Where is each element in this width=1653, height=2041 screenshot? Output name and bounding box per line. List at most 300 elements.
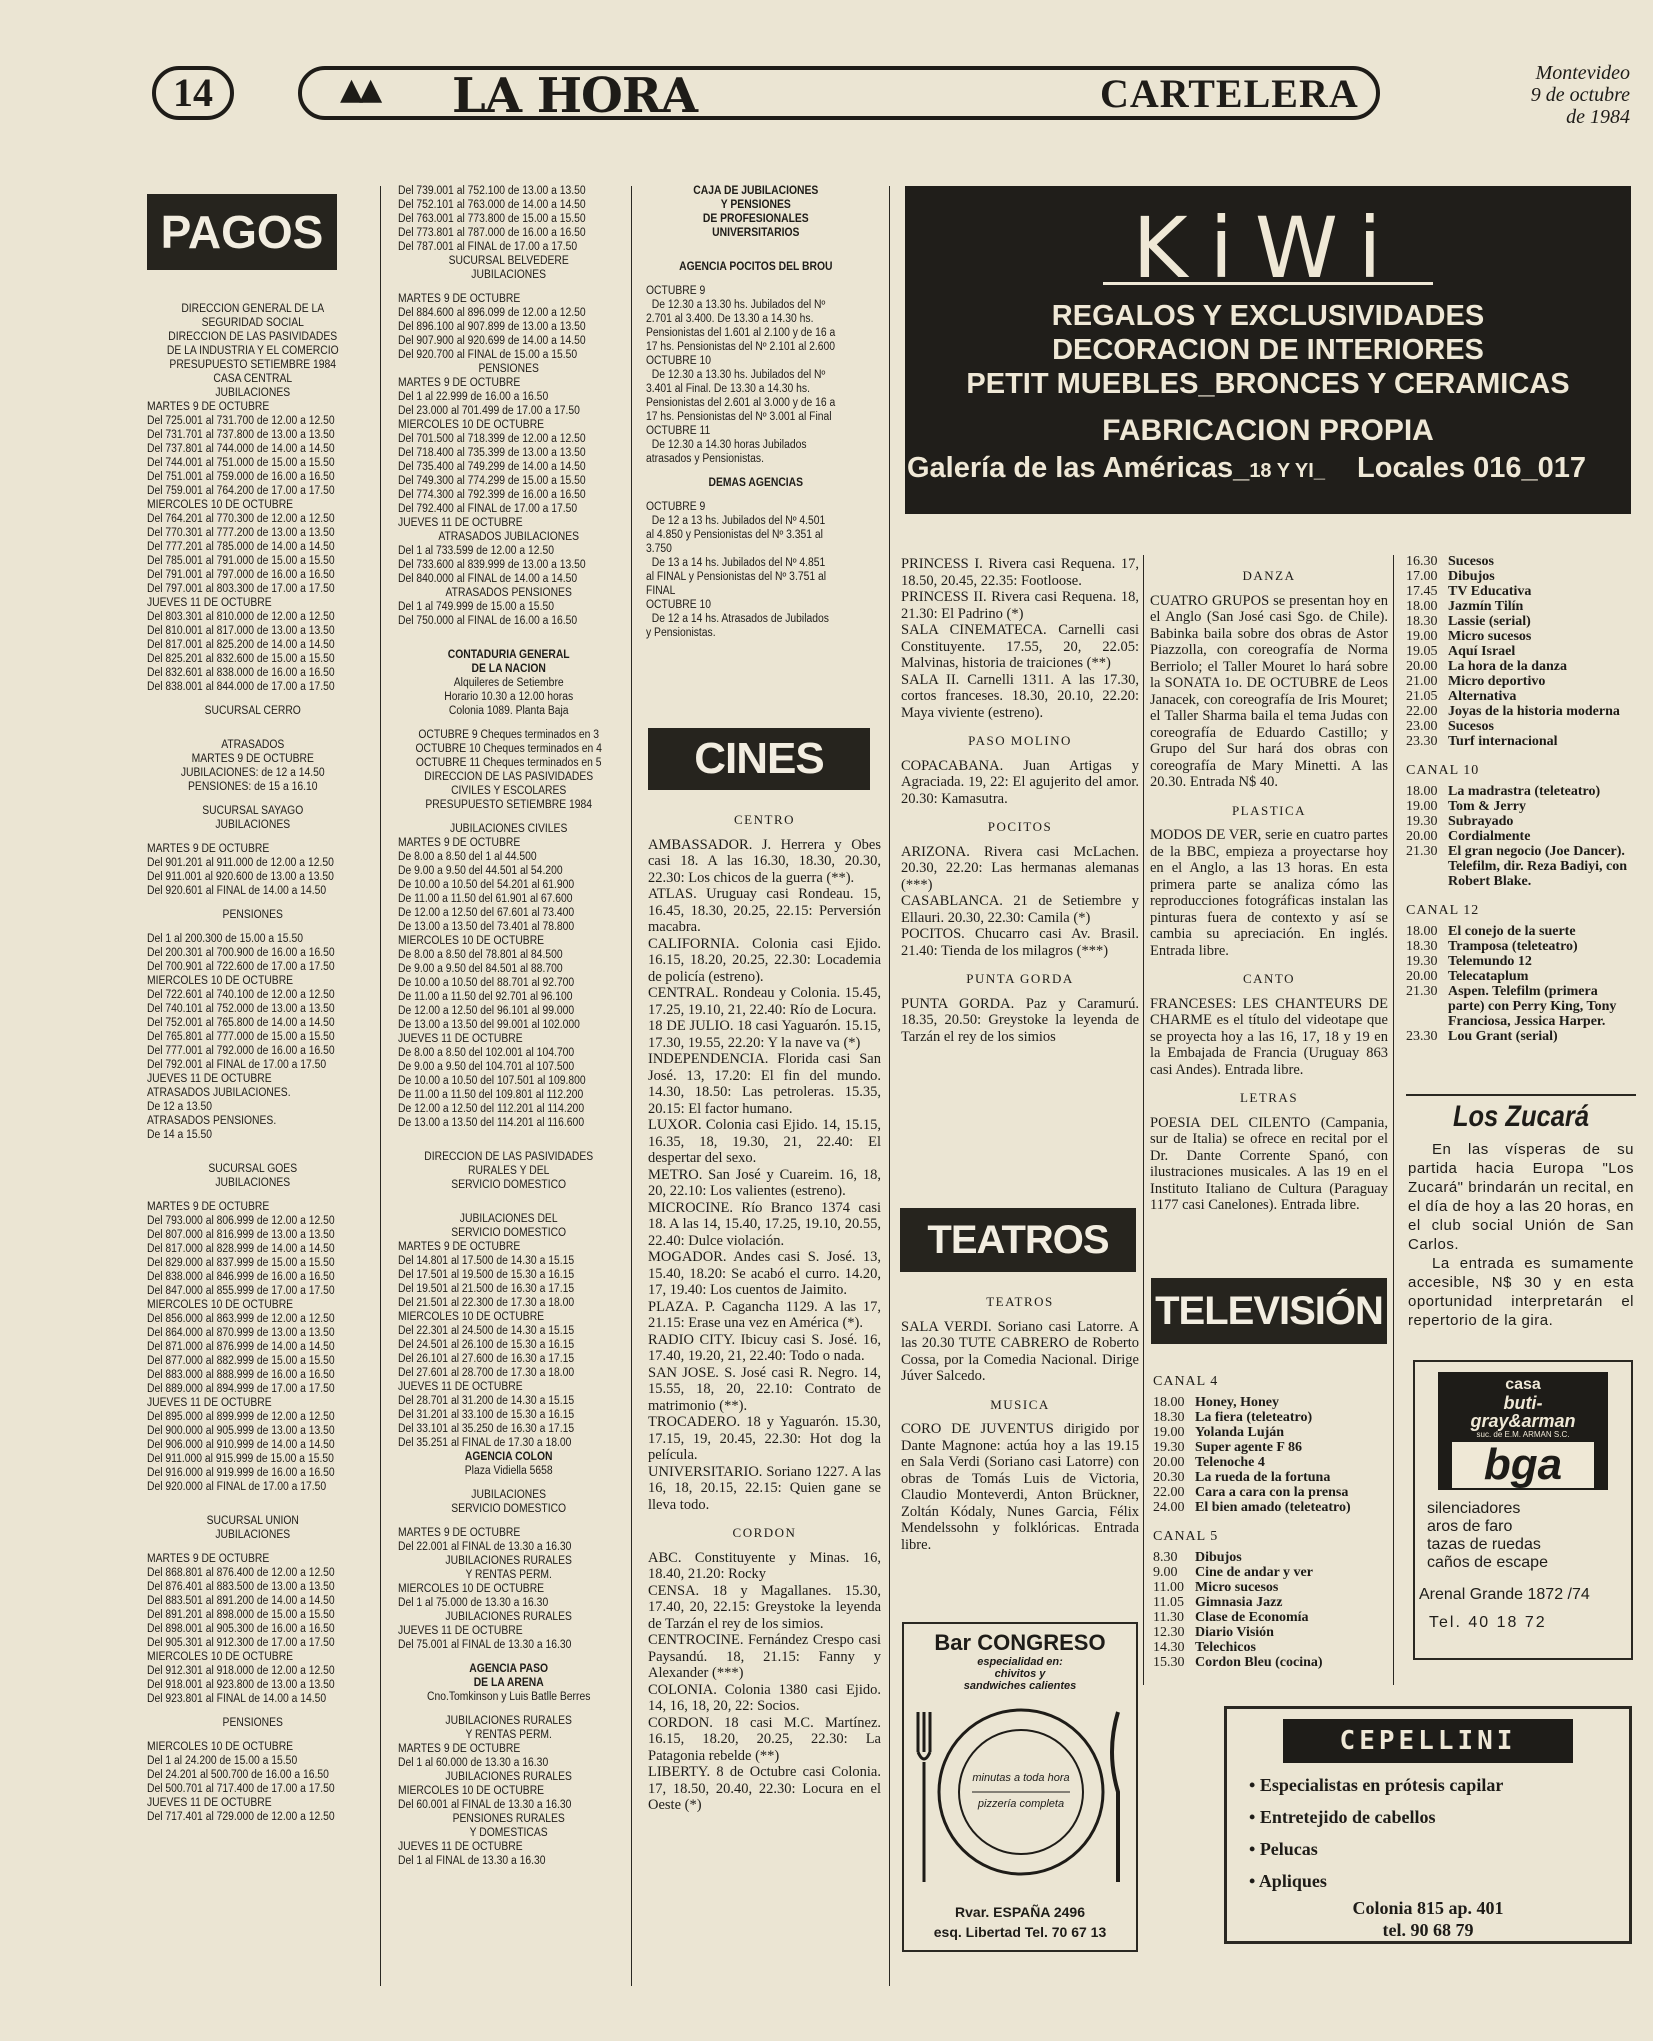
payment-line: De 12 a 14 hs. Atrasados de Jubilados (646, 613, 829, 625)
payment-line: MIERCOLES 10 DE OCTUBRE (147, 1741, 294, 1753)
program-time: 21.30 (1406, 984, 1438, 999)
payment-line: Del 75.001 al FINAL de 13.30 a 16.30 (398, 1639, 572, 1651)
payment-line: De 13.00 a 13.50 del 99.001 al 102.000 (398, 1019, 580, 1031)
spacer (147, 794, 359, 804)
payment-line: JUBILACIONES CIVILES (450, 823, 568, 835)
program-row (1153, 1440, 1389, 1455)
channel-heading: CANAL 10 (1406, 763, 1480, 778)
program-title: Micro sucesos (1195, 1580, 1279, 1595)
payment-line: AGENCIA COLON (464, 1451, 553, 1463)
payment-line: Del 868.801 al 876.400 de 12.00 a 12.50 (147, 1567, 335, 1579)
spacer (398, 1140, 619, 1150)
payment-line: MARTES 9 DE OCTUBRE (147, 843, 270, 855)
payment-line: SERVICIO DOMESTICO (451, 1503, 567, 1515)
payment-line: Del 24.501 al 26.100 de 15.30 a 16.15 (398, 1339, 575, 1351)
spacer (147, 1190, 359, 1200)
payment-line: Del 26.101 al 27.600 de 16.30 a 17.15 (398, 1353, 575, 1365)
payment-line: De 11.00 a 11.50 del 109.801 al 112.200 (398, 1089, 584, 1101)
payment-line: Del 920.700 al FINAL de 15.00 a 15.50 (398, 349, 578, 361)
spacer (147, 898, 359, 908)
payment-line: SUCURSAL CERRO (204, 705, 301, 717)
cepellini-services: • Especialistas en prótesis capilar • Entretejido de cabellos • Pelucas • Apliques (1249, 1775, 1504, 1891)
newspaper-logo: LA HORA (452, 68, 697, 124)
payment-line: Del 1 al 24.200 de 15.00 a 15.50 (147, 1755, 298, 1767)
program-row (1406, 689, 1636, 704)
payment-line: Del 889.000 al 894.999 de 17.00 a 17.50 (147, 1383, 335, 1395)
payment-line: JUBILACIONES DEL (459, 1213, 558, 1225)
payment-line: Del 735.400 al 749.299 de 14.00 a 14.50 (398, 461, 586, 473)
listing-entry: ATLAS. Uruguay casi Rondeau. 15, 16.45, 18.30, 20.25, 22.15: Perversión macabra. (648, 886, 881, 935)
payment-line: 17 hs. Pensionistas del Nº 2.101 al 2.600 (646, 341, 836, 353)
payment-line: Del 838.001 al 844.000 de 17.00 a 17.50 (147, 681, 335, 693)
spacer (646, 466, 866, 476)
payment-line: Del 23.000 al 701.499 de 17.00 a 17.50 (398, 405, 580, 417)
payment-line: Del 17.501 al 19.500 de 15.30 a 16.15 (398, 1269, 575, 1281)
listing-entry: MODOS DE VER, serie en cuatro partes de la BBC, empieza a proyectarse hoy en el Anglo, a las 13 horas. En esta primera parte se analiza cómo las reproducciones fotográficas instalan las pinturas fuera de contexto y así se cambia su apreciación. En inglés. Entrada libre. (1150, 827, 1388, 959)
column-rule (889, 186, 890, 1986)
spacer (147, 1504, 359, 1514)
payment-line: Del 28.701 al 31.200 de 14.30 a 15.15 (398, 1395, 575, 1407)
program-title: Jazmín Tilín (1448, 599, 1524, 614)
payment-line: SUCURSAL GOES (208, 1163, 298, 1175)
payment-line: MIERCOLES 10 DE OCTUBRE (398, 1785, 545, 1797)
program-time: 17.00 (1406, 569, 1438, 584)
payment-line: CASA CENTRAL (213, 373, 293, 385)
payment-line: Del 752.001 al 765.800 de 14.00 a 14.50 (147, 1017, 335, 1029)
program-row (1406, 969, 1636, 984)
payment-line: De 13.00 a 13.50 del 114.201 al 116.600 (398, 1117, 585, 1129)
payment-line: DE PROFESIONALES (702, 213, 809, 225)
program-row (1406, 704, 1636, 719)
column-rule (1393, 555, 1394, 1685)
payment-line: JUBILACIONES RURALES (445, 1771, 572, 1783)
listing-entry: MICROCINE. Río Branco 1374 casi 18. A las 14, 15.40, 17.25, 19.10, 20.55, 22.40: Dulce violación. (648, 1199, 881, 1249)
payment-line: Del 777.201 al 785.000 de 14.00 a 14.50 (147, 541, 335, 553)
program-time: 11.05 (1153, 1595, 1184, 1610)
payment-line: Del 920.000 al FINAL de 17.00 a 17.50 (147, 1481, 327, 1493)
payment-line: al 4.850 y Pensionistas del Nº 3.351 al (646, 529, 823, 541)
program-title: Alternativa (1448, 689, 1517, 704)
payment-line: OCTUBRE 9 Cheques terminados en 3 (418, 729, 600, 741)
program-time: 19.00 (1406, 629, 1438, 644)
spacer (147, 718, 359, 728)
program-time: 22.00 (1406, 704, 1438, 719)
program-row (1153, 1500, 1389, 1515)
payment-line: Del 856.000 al 863.999 de 12.00 a 12.50 (147, 1313, 335, 1325)
payment-line: Del 19.501 al 21.500 de 16.30 a 17.15 (398, 1283, 575, 1295)
payment-line: JUBILACIONES RURALES (445, 1715, 572, 1727)
payment-line: Del 871.000 al 876.999 de 14.00 a 14.50 (147, 1341, 335, 1353)
spacer (398, 638, 619, 648)
payment-line: Del 700.901 al 722.600 de 17.00 a 17.50 (147, 961, 335, 973)
payment-line: Del 810.001 al 817.000 de 13.00 a 13.50 (147, 625, 335, 637)
payment-line: Del 916.000 al 919.999 de 16.00 a 16.50 (147, 1467, 335, 1479)
subsection-heading: LETRAS (1239, 1090, 1299, 1105)
payment-line: atrasados y Pensionistas. (646, 453, 764, 465)
payment-line: Del 1 al 200.300 de 15.00 a 15.50 (147, 933, 303, 945)
listing-entry: SALA CINEMATECA. Carnelli casi Constituyente. 17.55, 20, 22.05: Malvinas, historia de traiciones (**) (901, 622, 1139, 671)
pagos-column-1 (147, 302, 359, 1982)
payment-line: JUBILACIONES (215, 819, 291, 831)
payment-line: De 12.00 a 12.50 del 67.601 al 73.400 (398, 907, 575, 919)
payment-line: al FINAL y Pensionistas del Nº 3.751 al (646, 571, 827, 583)
listing-entry: UNIVERSITARIO. Soriano 1227. A las 16, 18, 20.15, 22.15: Quien gane se lleva todo. (648, 1463, 881, 1513)
payment-line: Del 911.000 al 915.999 de 15.00 a 15.50 (147, 1453, 334, 1465)
payment-line: Del 825.201 al 832.600 de 15.00 a 15.50 (147, 653, 335, 665)
program-time: 14.30 (1153, 1640, 1185, 1655)
program-time: 19.30 (1153, 1440, 1185, 1455)
payment-line: De 8.00 a 8.50 del 102.001 al 104.700 (398, 1047, 575, 1059)
payment-line: De 11.00 a 11.50 del 61.901 al 67.600 (398, 893, 573, 905)
column-rule (631, 186, 632, 1986)
listing-entry: COPACABANA. Juan Artigas y Agraciada. 19, 22: El agujerito del amor. 20.30: Kamasutra. (901, 757, 1139, 807)
payment-line: De 10.00 a 10.50 del 107.501 al 109.800 (398, 1075, 586, 1087)
program-time: 20.00 (1153, 1455, 1185, 1470)
payment-line: Plaza Vidiella 5658 (464, 1465, 553, 1477)
payment-line: Del 733.600 al 839.999 de 13.00 a 13.50 (398, 559, 586, 571)
payment-line: Del 35.251 al FINAL de 17.30 a 18.00 (398, 1437, 572, 1449)
payment-line: Del 792.400 al FINAL de 17.00 a 17.50 (398, 503, 578, 515)
program-title: La madrastra (teleteatro) (1448, 784, 1601, 799)
payment-line: 2.701 al 3.400. De 13.30 a 14.30 hs. (646, 313, 814, 325)
subsection-heading: POCITOS (987, 819, 1053, 834)
television-listings (1153, 1360, 1389, 1690)
payment-line: Del 895.000 al 899.999 de 12.00 a 12.50 (147, 1411, 335, 1423)
spacer (398, 812, 619, 822)
payment-line: Alquileres de Setiembre (453, 677, 564, 689)
program-time: 11.30 (1153, 1610, 1184, 1625)
listing-entry: LIBERTY. 8 de Octubre casi Colonia. 17, 18.50, 20.40, 22.30: Locura en el Oeste (*) (648, 1764, 881, 1813)
payment-line: Del 740.101 al 752.000 de 13.00 a 13.50 (147, 1003, 335, 1015)
program-title: Cara a cara con la prensa (1195, 1485, 1349, 1500)
payment-line: Del 759.001 al 764.200 de 17.00 a 17.50 (147, 485, 335, 497)
program-time: 12.30 (1153, 1625, 1185, 1640)
payment-line: DE LA NACION (471, 663, 546, 675)
payment-line: OCTUBRE 11 (646, 425, 711, 437)
pagos-column-2 (398, 184, 619, 1979)
payment-line: MARTES 9 DE OCTUBRE (147, 1201, 270, 1213)
program-time: 9.00 (1153, 1565, 1178, 1580)
program-title: Cordialmente (1448, 829, 1531, 844)
teatros-listings (901, 1282, 1139, 1612)
payment-line: Del 791.001 al 797.000 de 16.00 a 16.50 (147, 569, 335, 581)
program-time: 18.30 (1406, 939, 1438, 954)
payment-line: De 10.00 a 10.50 del 54.201 al 61.900 (398, 879, 575, 891)
program-title: Aspen. Telefilm (primera parte) con Perry King, Tony Franciosa, Jessica Harper. (1448, 984, 1617, 1029)
program-time: 21.05 (1406, 689, 1438, 704)
listing-entry: CORDON. 18 casi M.C. Martínez. 16.15, 18.20, 20.25, 22.30: La Patagonia rebelde (**) (648, 1714, 881, 1764)
program-title: Cordon Bleu (cocina) (1195, 1655, 1323, 1670)
payment-line: Del 877.000 al 882.999 de 15.00 a 15.50 (147, 1355, 335, 1367)
listing-entry: SALA VERDI. Soriano casi Latorre. A las 20.30 TUTE CABRERO de Roberto Cossa, por la Comedia Nacional. Dirige Júver Salcedo. (901, 1318, 1139, 1384)
payment-line: Del 829.000 al 837.999 de 15.00 a 15.50 (147, 1257, 335, 1269)
payment-line: OCTUBRE 10 (646, 355, 711, 367)
payment-line: Del 896.100 al 907.899 de 13.00 a 13.50 (398, 321, 586, 333)
program-time: 18.00 (1406, 784, 1438, 799)
payment-line: MIERCOLES 10 DE OCTUBRE (398, 1311, 545, 1323)
program-time: 19.30 (1406, 814, 1438, 829)
payment-line: OCTUBRE 10 Cheques terminados en 4 (415, 743, 602, 755)
program-time: 19.30 (1406, 954, 1438, 969)
kiwi-advertisement: KiWi REGALOS Y EXCLUSIVIDADES DECORACION DE INTERIORES PETIT MUEBLES_BRONCES Y CERAMICAS FABRICACION PROPIA Galería de las Américas_18 Y YI_ Locales 016_017 (905, 186, 1631, 514)
program-time: 19.00 (1406, 799, 1438, 814)
payment-line: Del 901.201 al 911.000 de 12.00 a 12.50 (147, 857, 334, 869)
program-title: Micro deportivo (1448, 674, 1546, 689)
payment-line: De 9.00 a 9.50 del 44.501 al 54.200 (398, 865, 563, 877)
payment-line: Del 27.601 al 28.700 de 17.30 a 18.00 (398, 1367, 575, 1379)
payment-line: Del 751.001 al 759.000 de 16.00 a 16.50 (147, 471, 335, 483)
payment-line: 3.401 al Final. De 13.30 a 14.30 hs. (646, 383, 810, 395)
payment-line: De 9.00 a 9.50 del 104.701 al 107.500 (398, 1061, 575, 1073)
payment-line: Del 905.301 al 912.300 de 17.00 a 17.50 (147, 1637, 335, 1649)
listing-entry: TROCADERO. 18 y Yaguarón. 15.30, 17.15, 19, 20.45, 22.30: Hot dog la película. (648, 1414, 881, 1463)
payment-line: Del 1 al 75.000 de 13.30 a 16.30 (398, 1597, 549, 1609)
program-title: TV Educativa (1448, 584, 1532, 599)
spacer (398, 1652, 619, 1662)
payment-line: Del 883.501 al 891.200 de 14.00 a 14.50 (147, 1595, 335, 1607)
payment-line: Pensionistas del 2.601 al 3.000 y de 16 a (646, 397, 836, 409)
payment-line: DIRECCION DE LAS PASIVIDADES (168, 331, 338, 343)
payment-line: Del 731.701 al 737.800 de 13.00 a 13.50 (147, 429, 335, 441)
payment-line: PENSIONES: de 15 a 16.10 (188, 781, 318, 793)
subsection-heading: CENTRO (734, 812, 795, 827)
spacer (646, 274, 866, 284)
payment-line: Del 14.801 al 17.500 de 14.30 a 15.15 (398, 1255, 575, 1267)
payment-line: Del 718.400 al 735.399 de 13.00 a 13.50 (398, 447, 586, 459)
payment-line: RURALES Y DEL (468, 1165, 550, 1177)
payment-line: Del 817.001 al 825.200 de 14.00 a 14.50 (147, 639, 335, 651)
payment-line: JUEVES 11 DE OCTUBRE (147, 1397, 272, 1409)
television-heading: TELEVISIÓN (1151, 1278, 1387, 1344)
program-row (1153, 1425, 1389, 1440)
zucara-article: En las vísperas de su partida hacia Europa "Los Zucará" brindarán un recital, en el día de hoy a las 20 horas, en el club social Unión de San Carlos. La entrada es sumamente accesible, N$ 30 y en esta oportunidad interpretarán el repertorio de la gira. (1408, 1141, 1634, 1329)
listing-entry: LUXOR. Colonia casi Ejido. 14, 15.15, 16.35, 18, 19.30, 21, 22.40: El despertar del sexo. (648, 1117, 881, 1166)
program-row (1406, 924, 1636, 939)
payment-line: JUEVES 11 DE OCTUBRE (398, 1381, 523, 1393)
payment-line: Del 817.000 al 828.999 de 14.00 a 14.50 (147, 1243, 335, 1255)
payment-line: PENSIONES (478, 363, 539, 375)
program-row (1406, 644, 1636, 659)
listing-entry: COLONIA. Colonia 1380 casi Ejido. 14, 16, 18, 20, 22: Socios. (648, 1681, 881, 1714)
program-row (1153, 1410, 1389, 1425)
payment-line: Del 774.300 al 792.399 de 16.00 a 16.50 (398, 489, 586, 501)
payment-line: Del 722.601 al 740.100 de 12.00 a 12.50 (147, 989, 335, 1001)
payment-line: Del 770.301 al 777.200 de 13.00 a 13.50 (147, 527, 335, 539)
subsection-heading: PASO MOLINO (968, 733, 1072, 748)
program-row (1406, 984, 1636, 1029)
payment-line: Del 876.401 al 883.500 de 13.00 a 13.50 (147, 1581, 335, 1593)
payment-line: Y DOMESTICAS (469, 1827, 548, 1839)
plate-illustration: minutas a toda hora pizzería completa (910, 1692, 1130, 1892)
arts-listings (1150, 556, 1388, 1246)
program-title: El bien amado (teleteatro) (1195, 1500, 1351, 1515)
zucara-title: Los Zucará (1452, 1100, 1590, 1133)
payment-line: JUBILACIONES (471, 269, 547, 281)
payment-line: CONTADURIA GENERAL (447, 649, 570, 661)
spacer (398, 1478, 619, 1488)
payment-line: OCTUBRE 10 (646, 599, 711, 611)
payment-line: PENSIONES (222, 1717, 283, 1729)
program-time: 8.30 (1153, 1550, 1178, 1565)
payment-line: Del 807.000 al 816.999 de 13.00 a 13.50 (147, 1229, 335, 1241)
spacer (398, 1192, 619, 1202)
payment-line: PRESUPUESTO SETIEMBRE 1984 (425, 799, 593, 811)
pagos-column-3 (646, 184, 866, 704)
payment-line: Del 884.600 al 896.099 de 12.00 a 12.50 (398, 307, 586, 319)
payment-line: ATRASADOS JUBILACIONES (438, 531, 580, 543)
payment-line: PENSIONES RURALES (452, 1813, 565, 1825)
program-time: 18.00 (1406, 924, 1438, 939)
payment-line: Pensionistas del 1.601 al 2.100 y de 16 a (646, 327, 836, 339)
payment-line: Del 773.801 al 787.000 de 16.00 a 16.50 (398, 227, 586, 239)
program-title: Diario Visión (1195, 1625, 1274, 1640)
payment-line: Del 739.001 al 752.100 de 13.00 a 13.50 (398, 185, 586, 197)
payment-line: 17 hs. Pensionistas del Nº 3.001 al Final (646, 411, 832, 423)
spacer (147, 922, 359, 932)
bga-services: silenciadores aros de faro tazas de ruedas caños de escape (1427, 1500, 1548, 1571)
program-title: Turf internacional (1448, 734, 1558, 749)
payment-line: Del 864.000 al 870.999 de 13.00 a 13.50 (147, 1327, 335, 1339)
program-title: Subrayado (1448, 814, 1514, 829)
program-title: Sucesos (1448, 719, 1494, 734)
program-time: 20.00 (1406, 829, 1438, 844)
payment-line: Del 22.301 al 24.500 de 14.30 a 15.15 (398, 1325, 575, 1337)
program-title: Clase de Economía (1195, 1610, 1309, 1625)
payment-line: Del 24.201 al 500.700 de 16.00 a 16.50 (147, 1769, 329, 1781)
listing-entry: PLAZA. P. Cagancha 1129. A las 17, 21.15: Erase una vez en América (*). (648, 1298, 881, 1331)
spacer (398, 628, 619, 638)
program-row (1153, 1565, 1389, 1580)
payment-line: SERVICIO DOMESTICO (451, 1179, 567, 1191)
program-title: Lassie (serial) (1448, 614, 1531, 629)
program-row (1406, 629, 1636, 644)
divider (1406, 1094, 1636, 1096)
payment-line: De 12 a 13.50 (147, 1101, 213, 1113)
listing-entry: 18 DE JULIO. 18 casi Yaguarón. 15.15, 17.30, 19.55, 22.20: Y la nave va (*) (648, 1018, 881, 1051)
program-time: 20.00 (1406, 659, 1438, 674)
program-row (1406, 569, 1636, 584)
program-title: Sucesos (1448, 554, 1494, 569)
payment-line: DIRECCION GENERAL DE LA (181, 303, 325, 315)
program-title: Lou Grant (serial) (1448, 1029, 1558, 1044)
payment-line: Del 60.001 al FINAL de 13.30 a 16.30 (398, 1799, 572, 1811)
payment-line: Del 891.201 al 898.000 de 15.00 a 15.50 (147, 1609, 335, 1621)
payment-line: DE LA ARENA (473, 1677, 544, 1689)
spacer (398, 1202, 619, 1212)
program-row (1406, 829, 1636, 844)
payment-line: MARTES 9 DE OCTUBRE (147, 1553, 270, 1565)
listing-entry: CASABLANCA. 21 de Setiembre y Ellauri. 20.30, 22.30: Camila (*) (901, 893, 1139, 926)
listing-entry: CALIFORNIA. Colonia casi Ejido. 16.15, 18.20, 20.25, 22.30: Locademia de policía (estreno). (648, 935, 881, 985)
payment-line: De 12.30 a 14.30 horas Jubilados (646, 439, 807, 451)
payment-line: Del 717.401 al 729.000 de 12.00 a 12.50 (147, 1811, 335, 1823)
payment-line: AGENCIA PASO (469, 1663, 549, 1675)
payment-line: De 8.00 a 8.50 del 1 al 44.500 (398, 851, 537, 863)
payment-line: Del 797.001 al 803.300 de 17.00 a 17.50 (147, 583, 335, 595)
payment-line: Del 500.701 al 717.400 de 17.00 a 17.50 (147, 1783, 335, 1795)
payment-line: Del 725.001 al 731.700 de 12.00 a 12.50 (147, 415, 335, 427)
payment-line: DIRECCION DE LAS PASIVIDADES (424, 771, 594, 783)
kiwi-address: Galería de las Américas_18 Y YI_ Locales 016_017 (907, 452, 1586, 484)
payment-line: DEMAS AGENCIAS (708, 477, 804, 489)
program-time: 23.00 (1406, 719, 1438, 734)
payment-line: Del 838.000 al 846.999 de 16.00 a 16.50 (147, 1271, 335, 1283)
payment-line: DE LA INDUSTRIA Y EL COMERCIO (166, 345, 339, 357)
payment-line: Del 1 al 22.999 de 16.00 a 16.50 (398, 391, 549, 403)
payment-line: PRESUPUESTO SETIEMBRE 1984 (169, 359, 337, 371)
program-title: Super agente F 86 (1195, 1440, 1302, 1455)
payment-line: MIERCOLES 10 DE OCTUBRE (147, 975, 294, 987)
payment-line: DIRECCION DE LAS PASIVIDADES (424, 1151, 594, 1163)
payment-line: MARTES 9 DE OCTUBRE (191, 753, 314, 765)
program-row (1153, 1595, 1389, 1610)
program-time: 18.30 (1406, 614, 1438, 629)
spacer (147, 728, 359, 738)
column-rule (380, 186, 381, 1986)
payment-line: Horario 10.30 a 12.00 horas (444, 691, 574, 703)
payment-line: Del 777.001 al 792.000 de 16.00 a 16.50 (147, 1045, 335, 1057)
program-row (1406, 799, 1636, 814)
payment-line: Del 787.001 al FINAL de 17.00 a 17.50 (398, 241, 578, 253)
payment-line: FINAL (646, 585, 676, 597)
payment-line: Del 847.000 al 855.999 de 17.00 a 17.50 (147, 1285, 335, 1297)
payment-line: MIERCOLES 10 DE OCTUBRE (147, 499, 294, 511)
program-title: Dibujos (1195, 1550, 1242, 1565)
program-row (1406, 1029, 1636, 1044)
payment-line: ATRASADOS JUBILACIONES. (147, 1087, 291, 1099)
spacer (398, 1130, 619, 1140)
program-time: 17.45 (1406, 584, 1438, 599)
section-title: CARTELERA (1100, 71, 1359, 116)
spacer (646, 490, 866, 500)
payment-line: Del 21.501 al 22.300 de 17.30 a 18.00 (398, 1297, 575, 1309)
spacer (398, 1516, 619, 1526)
program-time: 19.00 (1153, 1425, 1185, 1440)
spacer (147, 1494, 359, 1504)
listing-entry: CENTROCINE. Fernández Crespo casi Paysandú. 18, 21.15: Fanny y Alexander (***) (648, 1632, 881, 1681)
payment-line: MIERCOLES 10 DE OCTUBRE (398, 935, 545, 947)
payment-line: ATRASADOS (221, 739, 285, 751)
channel-heading: CANAL 5 (1153, 1529, 1219, 1544)
subsection-heading: CANTO (1242, 971, 1296, 986)
listing-entry: PUNTA GORDA. Paz y Caramurú. 18.35, 20.50: Greystoke la leyenda de Tarzán el rey de los simios (901, 995, 1139, 1045)
payment-line: De 12.00 a 12.50 del 112.201 al 114.200 (398, 1103, 585, 1115)
program-row (1406, 674, 1636, 689)
program-row (1406, 734, 1636, 749)
program-row (1153, 1655, 1389, 1670)
program-row (1153, 1470, 1389, 1485)
listing-entry: FRANCESES: LES CHANTEURS DE CHARME es el título del videotape que se proyecta hoy a las 16, 17, 18 y 19 en la Embajada de Francia (Uruguay 863 casi Andes). Entrada libre. (1150, 995, 1388, 1078)
program-row (1406, 599, 1636, 614)
payment-line: Del 764.201 al 770.300 de 12.00 a 12.50 (147, 513, 335, 525)
program-row (1153, 1395, 1389, 1410)
payment-line: CIVILES Y ESCOLARES (451, 785, 567, 797)
payment-line: ATRASADOS PENSIONES. (147, 1115, 277, 1127)
program-title: La rueda de la fortuna (1195, 1470, 1331, 1485)
payment-line: MIERCOLES 10 DE OCTUBRE (398, 419, 545, 431)
payment-line: Del 765.801 al 777.000 de 15.00 a 15.50 (147, 1031, 335, 1043)
program-title: Honey, Honey (1195, 1395, 1280, 1410)
payment-line: MARTES 9 DE OCTUBRE (147, 401, 270, 413)
payment-line: Y RENTAS PERM. (465, 1729, 552, 1741)
channel-heading: CANAL 4 (1153, 1374, 1219, 1389)
spacer (398, 1704, 619, 1714)
payment-line: Del 918.001 al 923.800 de 13.00 a 13.50 (147, 1679, 335, 1691)
listing-entry: RADIO CITY. Ibicuy casi S. José. 16, 17.40, 19.20, 21, 22.40: Todo o nada. (648, 1331, 881, 1364)
payment-line: Del 883.000 al 888.999 de 16.00 a 16.50 (147, 1369, 335, 1381)
listing-entry: METRO. San José y Cuareim. 16, 18, 20, 22.10: Los valientes (estreno). (648, 1166, 881, 1199)
teatros-heading: TEATROS (900, 1208, 1136, 1272)
